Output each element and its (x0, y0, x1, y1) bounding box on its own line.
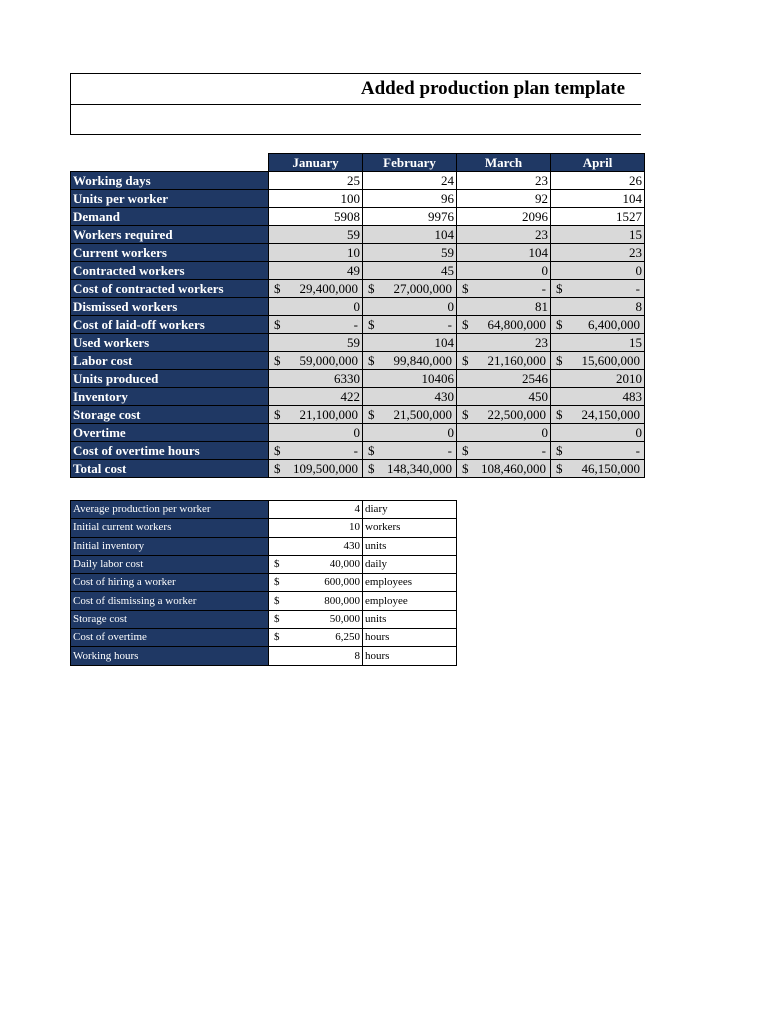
param-row (71, 555, 457, 573)
data-cell[interactable]: 0 (269, 298, 363, 316)
cell-amount: 21,500,000 (393, 407, 452, 422)
data-cell[interactable] (551, 280, 645, 298)
currency-symbol: $ (274, 612, 280, 625)
param-row (71, 610, 457, 628)
month-header-row (71, 154, 645, 172)
data-cell[interactable]: 45 (363, 262, 457, 280)
data-cell[interactable] (457, 442, 551, 460)
cell-amount: 59,000,000 (299, 353, 358, 368)
data-cell[interactable]: 1527 (551, 208, 645, 226)
currency-symbol: $ (274, 443, 281, 458)
param-value[interactable] (269, 501, 363, 519)
data-cell[interactable]: 0 (457, 262, 551, 280)
currency-symbol: $ (556, 407, 563, 422)
data-cell[interactable]: 10406 (363, 370, 457, 388)
currency-symbol: $ (274, 353, 281, 368)
row-label[interactable]: Contracted workers (71, 262, 269, 280)
data-cell[interactable]: 81 (457, 298, 551, 316)
param-unit[interactable]: units (363, 537, 457, 555)
currency-symbol: $ (462, 461, 469, 476)
month-header[interactable]: April (551, 154, 645, 172)
cell-amount: - (541, 281, 546, 296)
data-cell[interactable]: 430 (363, 388, 457, 406)
month-header[interactable]: February (363, 154, 457, 172)
param-row (71, 592, 457, 610)
data-cell[interactable] (363, 442, 457, 460)
data-cell[interactable] (457, 406, 551, 424)
data-cell[interactable]: 483 (551, 388, 645, 406)
data-cell[interactable]: 23 (457, 226, 551, 244)
cell-amount: 46,150,000 (581, 461, 640, 476)
param-row (71, 647, 457, 665)
data-cell[interactable] (269, 352, 363, 370)
data-cell[interactable] (269, 406, 363, 424)
data-cell[interactable]: 2096 (457, 208, 551, 226)
currency-symbol: $ (556, 443, 563, 458)
data-cell[interactable] (551, 316, 645, 334)
row-label[interactable]: Working days (71, 172, 269, 190)
param-row (71, 519, 457, 537)
param-value[interactable] (269, 592, 363, 610)
param-amount: 800,000 (324, 594, 360, 607)
data-cell[interactable]: 0 (457, 424, 551, 442)
data-cell[interactable]: 6330 (269, 370, 363, 388)
data-cell[interactable]: 49 (269, 262, 363, 280)
currency-symbol: $ (368, 317, 375, 332)
data-cell[interactable] (551, 460, 645, 478)
param-label[interactable]: Average production per worker (71, 501, 269, 519)
data-cell[interactable] (457, 316, 551, 334)
param-amount: 40,000 (329, 558, 360, 571)
table-row (71, 172, 645, 190)
param-unit[interactable]: employees (363, 574, 457, 592)
currency-symbol: $ (462, 281, 469, 296)
data-cell[interactable]: 15 (551, 226, 645, 244)
data-cell[interactable] (457, 280, 551, 298)
param-value[interactable] (269, 537, 363, 555)
cell-amount: 29,400,000 (299, 281, 358, 296)
currency-symbol: $ (368, 461, 375, 476)
param-unit[interactable]: employee (363, 592, 457, 610)
table-row (71, 280, 645, 298)
data-cell[interactable]: 450 (457, 388, 551, 406)
data-cell[interactable]: 9976 (363, 208, 457, 226)
cell-amount: 15,600,000 (581, 353, 640, 368)
param-amount: 6,250 (335, 631, 360, 644)
param-unit[interactable]: hours (363, 647, 457, 665)
table-row (71, 208, 645, 226)
data-cell[interactable] (269, 280, 363, 298)
data-cell[interactable]: 25 (269, 172, 363, 190)
row-label[interactable]: Cost of laid-off workers (71, 316, 269, 334)
currency-symbol: $ (368, 407, 375, 422)
param-label[interactable]: Daily labor cost (71, 555, 269, 573)
table-row (71, 442, 645, 460)
param-value[interactable] (269, 629, 363, 647)
production-plan-table (70, 153, 645, 478)
table-row (71, 406, 645, 424)
currency-symbol: $ (556, 317, 563, 332)
cell-amount: - (447, 443, 452, 458)
row-label[interactable]: Overtime (71, 424, 269, 442)
table-row (71, 334, 645, 352)
data-cell[interactable] (363, 406, 457, 424)
table-row (71, 316, 645, 334)
data-cell[interactable]: 59 (269, 226, 363, 244)
cell-amount: 21,100,000 (299, 407, 358, 422)
table-row (71, 388, 645, 406)
data-cell[interactable]: 2010 (551, 370, 645, 388)
table-row (71, 370, 645, 388)
data-cell[interactable]: 23 (457, 334, 551, 352)
row-label[interactable]: Used workers (71, 334, 269, 352)
data-cell[interactable]: 92 (457, 190, 551, 208)
data-cell[interactable]: 0 (551, 262, 645, 280)
cell-amount: 99,840,000 (393, 353, 452, 368)
cell-amount: - (635, 443, 640, 458)
currency-symbol: $ (556, 281, 563, 296)
row-label[interactable]: Units produced (71, 370, 269, 388)
param-unit[interactable]: daily (363, 555, 457, 573)
param-unit[interactable]: diary (363, 501, 457, 519)
data-cell[interactable]: 26 (551, 172, 645, 190)
currency-symbol: $ (462, 353, 469, 368)
param-value[interactable] (269, 574, 363, 592)
currency-symbol: $ (274, 317, 281, 332)
row-label[interactable]: Dismissed workers (71, 298, 269, 316)
data-cell[interactable]: 100 (269, 190, 363, 208)
param-amount: 4 (354, 503, 360, 516)
table-row (71, 262, 645, 280)
param-row (71, 629, 457, 647)
table-row (71, 226, 645, 244)
row-label[interactable]: Workers required (71, 226, 269, 244)
currency-symbol: $ (462, 317, 469, 332)
data-cell[interactable] (551, 352, 645, 370)
param-label[interactable]: Storage cost (71, 610, 269, 628)
data-cell[interactable]: 2546 (457, 370, 551, 388)
data-cell[interactable]: 8 (551, 298, 645, 316)
data-cell[interactable] (457, 460, 551, 478)
cell-amount: 21,160,000 (487, 353, 546, 368)
parameters-table (70, 500, 457, 666)
param-value[interactable] (269, 610, 363, 628)
param-value[interactable] (269, 647, 363, 665)
data-cell[interactable] (269, 460, 363, 478)
table-row (71, 244, 645, 262)
data-cell[interactable]: 104 (363, 334, 457, 352)
currency-symbol: $ (462, 407, 469, 422)
row-label[interactable]: Cost of overtime hours (71, 442, 269, 460)
data-cell[interactable]: 10 (269, 244, 363, 262)
currency-symbol: $ (556, 461, 563, 476)
param-amount: 430 (343, 539, 360, 552)
param-amount: 10 (349, 521, 360, 534)
data-cell[interactable]: 0 (269, 424, 363, 442)
data-cell[interactable] (457, 352, 551, 370)
cell-amount: 64,800,000 (487, 317, 546, 332)
data-cell[interactable]: 24 (363, 172, 457, 190)
cell-amount: 27,000,000 (393, 281, 452, 296)
data-cell[interactable] (269, 316, 363, 334)
param-amount: 600,000 (324, 576, 360, 589)
cell-amount: 24,150,000 (581, 407, 640, 422)
cell-amount: - (447, 317, 452, 332)
currency-symbol: $ (274, 407, 281, 422)
data-cell[interactable]: 104 (457, 244, 551, 262)
data-cell[interactable]: 0 (551, 424, 645, 442)
table-row (71, 424, 645, 442)
month-header[interactable]: January (269, 154, 363, 172)
data-cell[interactable]: 0 (363, 298, 457, 316)
data-cell[interactable] (269, 442, 363, 460)
data-cell[interactable]: 5908 (269, 208, 363, 226)
cell-amount: - (635, 281, 640, 296)
row-label[interactable]: Inventory (71, 388, 269, 406)
cell-amount: 6,400,000 (588, 317, 640, 332)
data-cell[interactable]: 96 (363, 190, 457, 208)
table-row (71, 352, 645, 370)
param-value[interactable] (269, 519, 363, 537)
currency-symbol: $ (368, 281, 375, 296)
param-label[interactable]: Cost of hiring a worker (71, 574, 269, 592)
currency-symbol: $ (556, 353, 563, 368)
title-box (70, 73, 641, 135)
row-label[interactable]: Current workers (71, 244, 269, 262)
param-row (71, 501, 457, 519)
month-header[interactable]: March (457, 154, 551, 172)
param-row (71, 574, 457, 592)
currency-symbol: $ (274, 576, 280, 589)
table-row (71, 190, 645, 208)
param-unit[interactable]: hours (363, 629, 457, 647)
cell-amount: 109,500,000 (293, 461, 358, 476)
data-cell[interactable] (363, 316, 457, 334)
cell-amount: 148,340,000 (387, 461, 452, 476)
data-cell[interactable] (363, 280, 457, 298)
param-label[interactable]: Initial current workers (71, 519, 269, 537)
row-label[interactable]: Total cost (71, 460, 269, 478)
currency-symbol: $ (274, 631, 280, 644)
cell-amount: - (353, 317, 358, 332)
param-label[interactable]: Cost of dismissing a worker (71, 592, 269, 610)
param-label[interactable]: Working hours (71, 647, 269, 665)
corner-cell (71, 154, 269, 172)
param-value[interactable] (269, 555, 363, 573)
param-label[interactable]: Cost of overtime (71, 629, 269, 647)
cell-amount: 22,500,000 (487, 407, 546, 422)
cell-amount: - (541, 443, 546, 458)
row-label[interactable]: Storage cost (71, 406, 269, 424)
table-row (71, 460, 645, 478)
param-amount: 50,000 (329, 612, 360, 625)
page-title: Added production plan template (360, 78, 625, 99)
param-amount: 8 (354, 649, 360, 662)
data-cell[interactable] (363, 352, 457, 370)
data-cell[interactable]: 0 (363, 424, 457, 442)
row-label[interactable]: Demand (71, 208, 269, 226)
row-label[interactable]: Cost of contracted workers (71, 280, 269, 298)
cell-amount: - (353, 443, 358, 458)
currency-symbol: $ (274, 594, 280, 607)
data-cell[interactable]: 422 (269, 388, 363, 406)
data-cell[interactable] (551, 406, 645, 424)
row-label[interactable]: Units per worker (71, 190, 269, 208)
currency-symbol: $ (274, 558, 280, 571)
cell-amount: 108,460,000 (481, 461, 546, 476)
currency-symbol: $ (368, 443, 375, 458)
data-cell[interactable] (551, 442, 645, 460)
param-row (71, 537, 457, 555)
currency-symbol: $ (274, 461, 281, 476)
currency-symbol: $ (368, 353, 375, 368)
data-cell[interactable]: 23 (457, 172, 551, 190)
data-cell[interactable]: 15 (551, 334, 645, 352)
currency-symbol: $ (462, 443, 469, 458)
param-unit[interactable]: units (363, 610, 457, 628)
param-label[interactable]: Initial inventory (71, 537, 269, 555)
data-cell[interactable] (363, 460, 457, 478)
row-label[interactable]: Labor cost (71, 352, 269, 370)
currency-symbol: $ (274, 281, 281, 296)
data-cell[interactable]: 23 (551, 244, 645, 262)
data-cell[interactable]: 59 (363, 244, 457, 262)
data-cell[interactable]: 59 (269, 334, 363, 352)
title-row (71, 74, 641, 105)
data-cell[interactable]: 104 (363, 226, 457, 244)
table-row (71, 298, 645, 316)
data-cell[interactable]: 104 (551, 190, 645, 208)
param-unit[interactable]: workers (363, 519, 457, 537)
